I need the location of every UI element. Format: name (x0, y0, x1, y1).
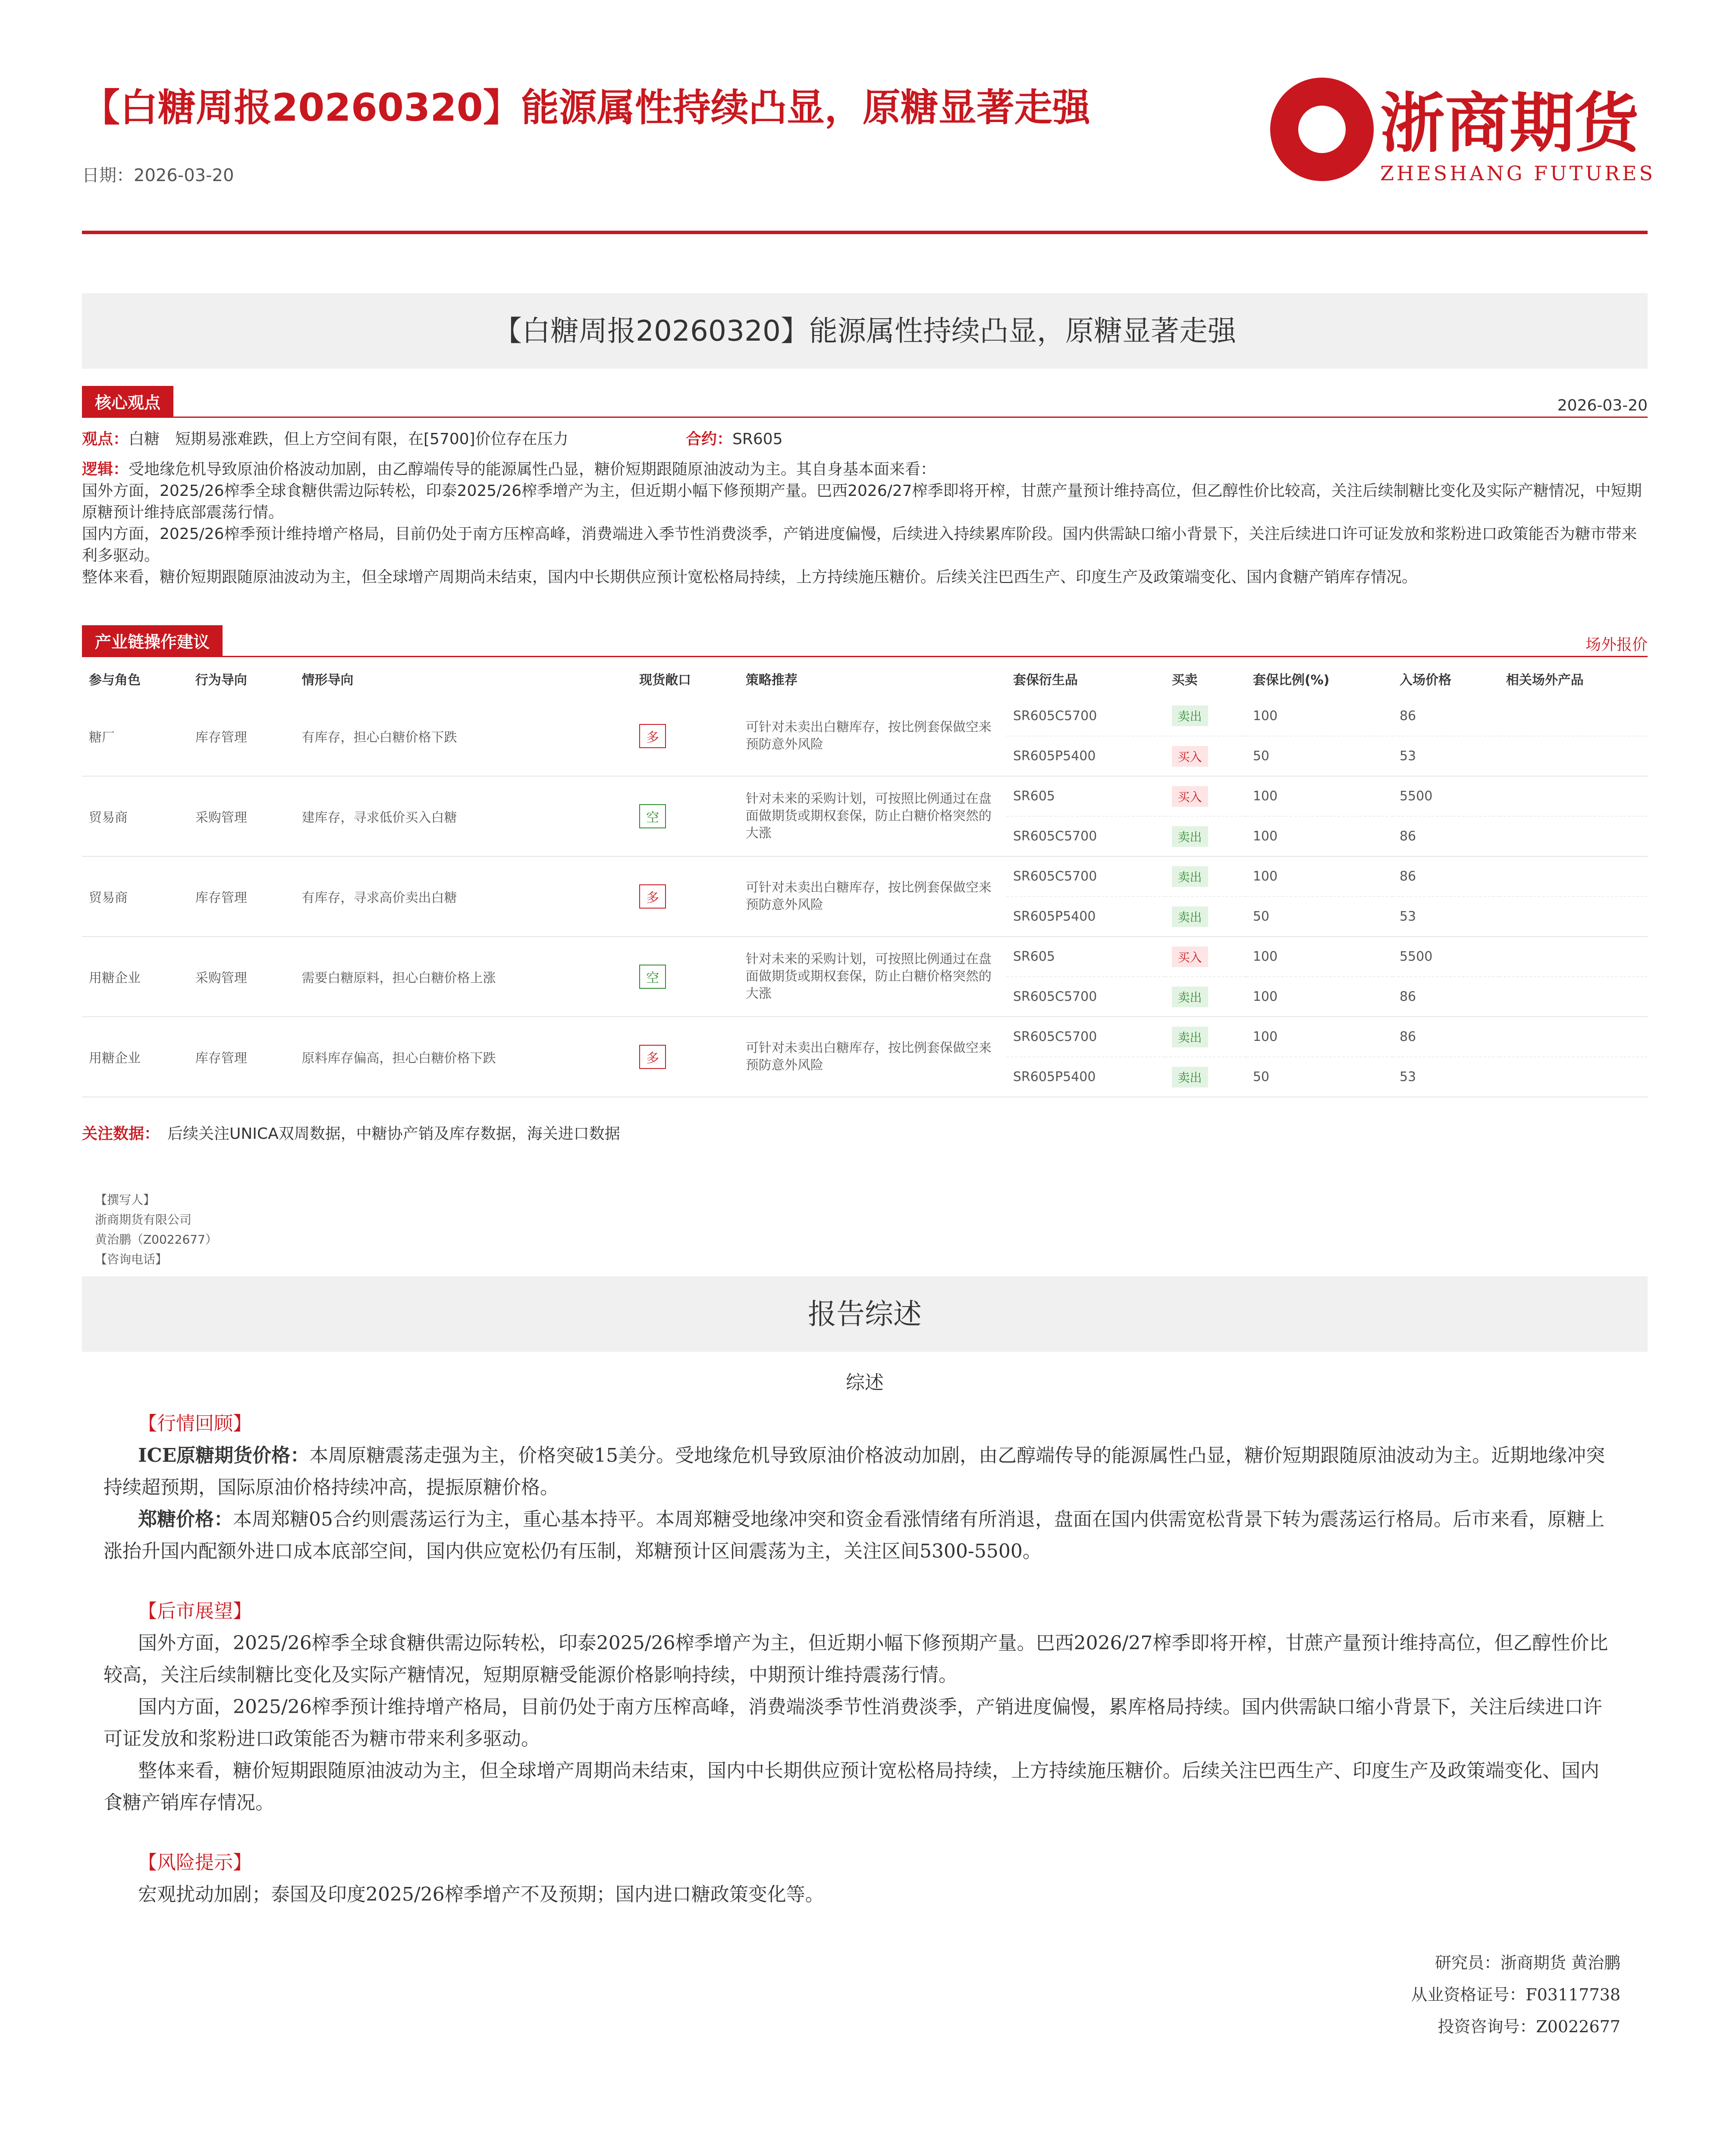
outlook-header: 【后市展望】 (138, 1600, 252, 1622)
logic-3: 整体来看，糖价短期跟随原油波动为主，但全球增产周期尚未结束，国内中长期供应预计宽松格局持续，上方持续施压糖价。后续关注巴西生产、印度生产及政策端变化、国内食糖产销库存情况。 (82, 568, 1418, 586)
exposure-badge: 多 (639, 1045, 666, 1069)
situation: 建库存，寻求低价买入白糖 (301, 810, 457, 825)
situation: 需要白糖原料，担心白糖价格上涨 (301, 971, 496, 986)
logic-1: 国外方面，2025/26榨季全球食糖供需边际转松，印泰2025/26榨季增产为主，但近期小幅下修预期产量。巴西2026/27榨季即将开榨，甘蔗产量预计维持高位，但乙醇性价比较高，关注后续制糖比变化及实际产糖情况，中短期原糖预计维持底部震荡行情。 (82, 482, 1642, 521)
otc-product (1499, 1057, 1648, 1097)
role: 贸易商 (89, 810, 128, 825)
risk-text: 宏观扰动加剧；泰国及印度2025/26榨季增产不及预期；国内进口糖政策变化等。 (138, 1883, 824, 1905)
derivative: SR605P5400 (1013, 749, 1096, 764)
ice-label: ICE原糖期货价格： (138, 1445, 310, 1467)
view-label: 观点： (82, 430, 129, 448)
col-header: 入场价格 (1399, 673, 1451, 688)
logo-name: 浙商期货 (1380, 86, 1639, 161)
author-0: 【撰写人】 (95, 1193, 156, 1207)
contract-label: 合约： (686, 430, 733, 448)
header-rule (82, 231, 1648, 234)
exposure-badge: 多 (639, 724, 666, 748)
ratio: 100 (1253, 949, 1278, 964)
table-row (82, 776, 1648, 816)
action: 库存管理 (195, 890, 247, 906)
ratio: 100 (1253, 829, 1278, 844)
col-header: 相关场外产品 (1506, 673, 1584, 688)
risk-header: 【风险提示】 (138, 1852, 252, 1874)
otc-product (1499, 696, 1648, 736)
logic-label: 逻辑： (82, 461, 129, 478)
otc-product (1499, 896, 1648, 937)
price: 53 (1399, 909, 1416, 924)
price: 53 (1399, 1069, 1416, 1084)
ratio: 100 (1253, 1029, 1278, 1044)
side-badge: 卖出 (1172, 906, 1208, 927)
side-badge: 买入 (1172, 746, 1208, 767)
exposure-badge: 多 (639, 884, 666, 909)
derivative: SR605C5700 (1013, 708, 1097, 724)
price: 5500 (1399, 789, 1433, 804)
logic-0: 受地缘危机导致原油价格波动加剧，由乙醇端传导的能源属性凸显，糖价短期跟随原油波动为主。其自身基本面来看： (129, 461, 936, 478)
author-2: 黄治鹏（Z0022677） (95, 1232, 217, 1247)
author-3: 【咨询电话】 (95, 1252, 168, 1266)
side-badge: 卖出 (1172, 826, 1208, 847)
box-title: 【白糖周报20260320】能源属性持续凸显，原糖显著走强 (82, 293, 1648, 369)
chain-section (82, 625, 1648, 1097)
review-header: 【行情回顾】 (138, 1413, 252, 1435)
report-title: 【白糖周报20260320】能源属性持续凸显，原糖显著走强 (82, 85, 1090, 130)
signature (1411, 1947, 1620, 2043)
derivative: SR605P5400 (1013, 909, 1096, 924)
price: 5500 (1399, 949, 1433, 964)
ratio: 100 (1253, 869, 1278, 884)
table-row (82, 937, 1648, 977)
contract-text: SR605 (732, 430, 783, 448)
summary-title: 报告综述 (82, 1276, 1648, 1352)
ice-text: 本周原糖震荡走强为主，价格突破15美分。受地缘危机导致原油价格波动加剧，由乙醇端传导的能源属性凸显，糖价短期跟随原油波动为主。近期地缘冲突持续超预期，国际原油价格持续冲高，提振原糖价格。 (104, 1445, 1605, 1498)
otc-product (1499, 1017, 1648, 1057)
price: 86 (1399, 708, 1416, 724)
action: 采购管理 (195, 810, 247, 825)
focus-text: 后续关注UNICA双周数据，中糖协产销及库存数据，海关进口数据 (167, 1125, 620, 1143)
core-date: 2026-03-20 (1557, 397, 1648, 414)
strategy: 可针对未卖出白糖库存，按比例套保做空来预防意外风险 (745, 880, 992, 912)
price: 86 (1399, 869, 1416, 884)
zz-text: 本周郑糖05合约则震荡运行为主，重心基本持平。本周郑糖受地缘冲突和资金看涨情绪有所消退，盘面在国内供需宽松背景下转为震荡运行格局。后市来看，原糖上涨抬升国内配额外进口成本底部空间，国内供应宽松仍有压制，郑糖预计区间震荡为主，关注区间5300-5500。 (104, 1508, 1604, 1562)
col-header: 行为导向 (195, 673, 247, 688)
otc-product (1499, 776, 1648, 816)
outlook-1: 国外方面，2025/26榨季全球食糖供需边际转松，印泰2025/26榨季增产为主，但近期小幅下修预期产量。巴西2026/27榨季即将开榨，甘蔗产量预计维持高位，但乙醇性价比较高，关注后续制糖比变化及实际产糖情况，短期原糖受能源价格影响持续，中期预计维持震荡行情。 (104, 1632, 1608, 1686)
action: 采购管理 (195, 971, 247, 986)
strategy: 可针对未卖出白糖库存，按比例套保做空来预防意外风险 (745, 719, 992, 752)
strategy: 可针对未卖出白糖库存，按比例套保做空来预防意外风险 (745, 1040, 992, 1073)
otc-product (1499, 977, 1648, 1017)
view-text: 白糖 短期易涨难跌，但上方空间有限，在[5700]价位存在压力 (129, 430, 568, 448)
col-header: 买卖 (1171, 673, 1198, 688)
summary-body (104, 1408, 1609, 1911)
exposure-badge: 空 (639, 804, 666, 828)
col-header: 参与角色 (89, 673, 141, 688)
report-date: 日期：2026-03-20 (82, 166, 234, 185)
ratio: 100 (1253, 989, 1278, 1004)
ratio: 100 (1253, 789, 1278, 804)
author-block (95, 1190, 217, 1269)
side-badge: 卖出 (1172, 1027, 1208, 1047)
otc-product (1499, 736, 1648, 776)
role: 贸易商 (89, 890, 128, 906)
core-section (82, 386, 1648, 588)
col-header: 套保比例(%) (1253, 673, 1330, 688)
situation: 原料库存偏高，担心白糖价格下跌 (301, 1051, 496, 1066)
exposure-badge: 空 (639, 965, 666, 989)
col-header: 现货敞口 (639, 673, 691, 688)
price: 86 (1399, 1029, 1416, 1044)
role: 用糖企业 (89, 971, 141, 986)
price: 86 (1399, 989, 1416, 1004)
action: 库存管理 (195, 730, 247, 745)
chain-label: 产业链操作建议 (82, 625, 223, 656)
sig-3: 投资咨询号：Z0022677 (1438, 2017, 1620, 2036)
situation: 有库存，寻求高价卖出白糖 (301, 890, 457, 906)
table-row (82, 856, 1648, 896)
col-header: 策略推荐 (745, 673, 797, 688)
side-badge: 卖出 (1172, 705, 1208, 726)
strategy-table (82, 661, 1648, 1097)
otc-product (1499, 856, 1648, 896)
author-1: 浙商期货有限公司 (95, 1213, 192, 1227)
summary-sub: 综述 (846, 1372, 884, 1394)
core-label: 核心观点 (82, 386, 173, 417)
focus-data (82, 1123, 620, 1145)
ratio: 50 (1253, 1069, 1270, 1084)
col-header: 情形导向 (301, 673, 354, 688)
price: 86 (1399, 829, 1416, 844)
derivative: SR605C5700 (1013, 829, 1097, 844)
table-row (82, 696, 1648, 736)
price: 53 (1399, 749, 1416, 764)
situation: 有库存，担心白糖价格下跌 (301, 730, 457, 745)
derivative: SR605C5700 (1013, 989, 1097, 1004)
strategy: 针对未来的采购计划，可按照比例通过在盘面做期货或期权套保，防止白糖价格突然的大涨 (745, 952, 992, 1001)
side-badge: 买入 (1172, 786, 1208, 807)
table-row (82, 1017, 1648, 1057)
logo-en: ZHESHANG FUTURES (1380, 162, 1655, 185)
side-badge: 卖出 (1172, 1067, 1208, 1087)
ratio: 50 (1253, 909, 1270, 924)
action: 库存管理 (195, 1051, 247, 1066)
derivative: SR605C5700 (1013, 1029, 1097, 1044)
sig-2: 从业资格证号：F03117738 (1411, 1985, 1620, 2004)
derivative: SR605C5700 (1013, 869, 1097, 884)
logic-2: 国内方面，2025/26榨季预计维持增产格局，目前仍处于南方压榨高峰，消费端进入季节性消费淡季，产销进度偏慢，后续进入持续累库阶段。国内供需缺口缩小背景下，关注后续进口许可证发放和浆粉进口政策能否为糖市带来利多驱动。 (82, 525, 1637, 564)
derivative: SR605 (1013, 949, 1055, 964)
outlook-3: 整体来看，糖价短期跟随原油波动为主，但全球增产周期尚未结束，国内中长期供应预计宽松格局持续，上方持续施压糖价。后续关注巴西生产、印度生产及政策端变化、国内食糖产销库存情况。 (104, 1760, 1599, 1814)
outlook-2: 国内方面，2025/26榨季预计维持增产格局，目前仍处于南方压榨高峰，消费端淡季节性消费淡季，产销进度偏慢，累库格局持续。国内供需缺口缩小背景下，关注后续进口许可证发放和浆粉进口政策能否为糖市带来利多驱动。 (104, 1696, 1602, 1750)
side-badge: 卖出 (1172, 987, 1208, 1007)
otc-product (1499, 937, 1648, 977)
role: 用糖企业 (89, 1051, 141, 1066)
derivative: SR605P5400 (1013, 1069, 1096, 1084)
otc-product (1499, 816, 1648, 856)
col-header: 套保衍生品 (1013, 673, 1078, 688)
otc-link[interactable]: 场外报价 (1585, 636, 1648, 654)
focus-label: 关注数据： (82, 1125, 152, 1143)
zz-label: 郑糖价格： (138, 1508, 233, 1530)
ratio: 100 (1253, 708, 1278, 724)
role: 糖厂 (89, 730, 115, 745)
side-badge: 买入 (1172, 946, 1208, 967)
derivative: SR605 (1013, 789, 1055, 804)
sig-1: 研究员：浙商期货 黄治鹏 (1435, 1953, 1620, 1972)
strategy: 针对未来的采购计划，可按照比例通过在盘面做期货或期权套保，防止白糖价格突然的大涨 (745, 791, 992, 841)
ratio: 50 (1253, 749, 1270, 764)
side-badge: 卖出 (1172, 866, 1208, 887)
